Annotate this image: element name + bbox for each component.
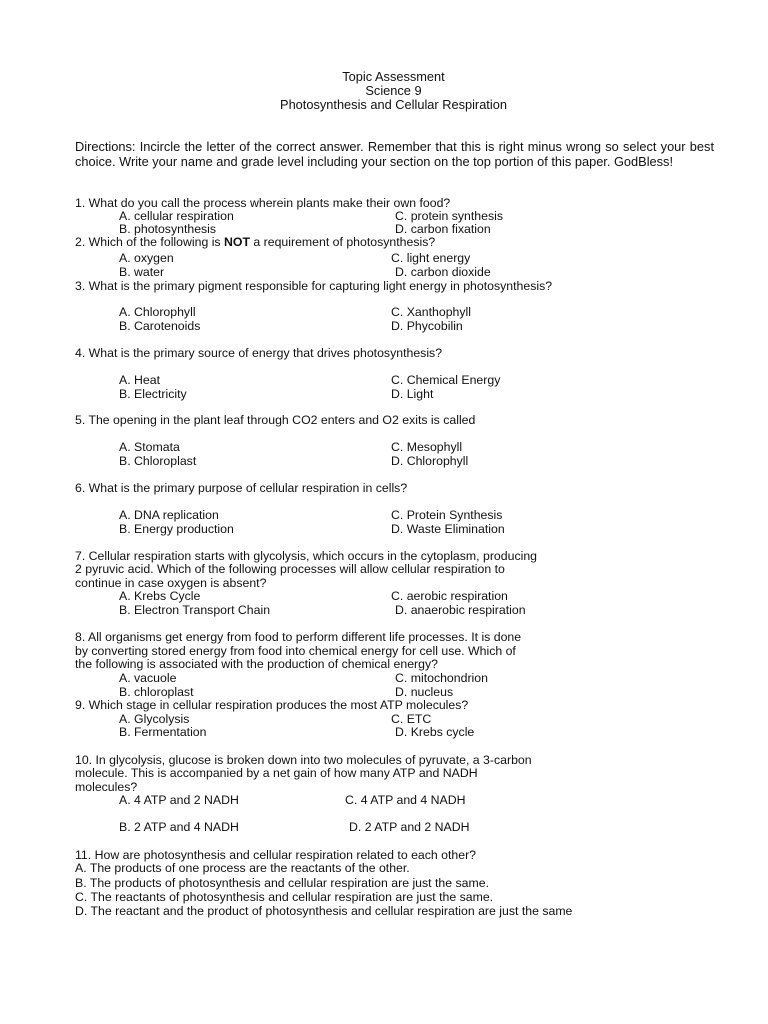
q6-option-a[interactable]: A. DNA replication xyxy=(119,508,219,522)
question-1: 1. What do you call the process wherein plants make their own food? xyxy=(75,196,451,210)
question-7-line-1: 7. Cellular respiration starts with glycolysis, which occurs in the cytoplasm, producing xyxy=(75,549,538,563)
header-title: Topic Assessment xyxy=(342,69,445,84)
header-subject: Science 9 xyxy=(365,83,422,99)
q3-option-d[interactable]: D. Phycobilin xyxy=(391,319,463,333)
q8-option-d[interactable]: D. nucleus xyxy=(395,685,454,699)
q11-option-c[interactable]: C. The reactants of photosynthesis and cellular respiration are just the same. xyxy=(75,890,494,904)
q1-option-a[interactable]: A. cellular respiration xyxy=(119,209,234,223)
q9-option-d[interactable]: D. Krebs cycle xyxy=(395,725,475,739)
q10-option-b[interactable]: B. 2 ATP and 4 NADH xyxy=(119,820,239,834)
question-9: 9. Which stage in cellular respiration produces the most ATP molecules? xyxy=(75,698,469,712)
question-2-post: a requirement of photosynthesis? xyxy=(249,235,436,249)
q4-option-b[interactable]: B. Electricity xyxy=(119,387,187,401)
q7-option-d[interactable]: D. anaerobic respiration xyxy=(395,603,526,617)
q6-option-d[interactable]: D. Waste Elimination xyxy=(391,522,505,536)
q5-option-c[interactable]: C. Mesophyll xyxy=(391,440,463,454)
question-8-line-1: 8. All organisms get energy from food to perform different life processes. It is done xyxy=(75,630,522,644)
q5-option-b[interactable]: B. Chloroplast xyxy=(119,454,197,468)
q7-option-a[interactable]: A. Krebs Cycle xyxy=(119,589,201,603)
q9-option-a[interactable]: A. Glycolysis xyxy=(119,712,190,726)
q2-option-c[interactable]: C. light energy xyxy=(391,251,471,265)
q3-option-a[interactable]: A. Chlorophyll xyxy=(119,305,196,319)
q4-option-d[interactable]: D. Light xyxy=(391,387,434,401)
q9-option-b[interactable]: B. Fermentation xyxy=(119,725,207,739)
q11-option-a[interactable]: A. The products of one process are the reactants of the other. xyxy=(75,861,410,875)
q1-option-c[interactable]: C. protein synthesis xyxy=(395,209,503,223)
q2-option-b[interactable]: B. water xyxy=(119,265,165,279)
question-6: 6. What is the primary purpose of cellular respiration in cells? xyxy=(75,481,408,495)
header-topic: Photosynthesis and Cellular Respiration xyxy=(280,97,507,113)
q11-option-b[interactable]: B. The products of photosynthesis and cellular respiration are just the same. xyxy=(75,876,489,890)
directions-paragraph: Directions: Incircle the letter of the correct answer. Remember that this is right minus wrong so select your best choice. Write your name and grade level including your section on the top portion of this paper. GodBless! xyxy=(75,139,714,169)
q3-option-c[interactable]: C. Xanthophyll xyxy=(391,305,471,319)
q8-option-c[interactable]: C. mitochondrion xyxy=(395,671,488,685)
question-8-line-2: by converting stored energy from food into chemical energy for cell use. Which of xyxy=(75,644,516,658)
question-10-line-3: molecules? xyxy=(75,780,138,794)
q10-option-c[interactable]: C. 4 ATP and 4 NADH xyxy=(345,793,466,807)
question-3: 3. What is the primary pigment responsible for capturing light energy in photosynthesis? xyxy=(75,279,553,293)
q8-option-a[interactable]: A. vacuole xyxy=(119,671,177,685)
q1-option-b[interactable]: B. photosynthesis xyxy=(119,222,217,236)
question-2-pre: 2. Which of the following is xyxy=(75,235,224,249)
q6-option-c[interactable]: C. Protein Synthesis xyxy=(391,508,503,522)
q7-option-b[interactable]: B. Electron Transport Chain xyxy=(119,603,271,617)
q3-option-b[interactable]: B. Carotenoids xyxy=(119,319,201,333)
question-2 xyxy=(75,236,435,250)
document-header xyxy=(0,70,768,113)
question-10-line-2: molecule. This is accompanied by a net gain of how many ATP and NADH xyxy=(75,766,478,780)
q1-option-d[interactable]: D. carbon fixation xyxy=(395,222,491,236)
q10-option-a[interactable]: A. 4 ATP and 2 NADH xyxy=(119,793,239,807)
q10-option-d[interactable]: D. 2 ATP and 2 NADH xyxy=(349,820,470,834)
q9-option-c[interactable]: C. ETC xyxy=(391,712,432,726)
question-8-line-3: the following is associated with the production of chemical energy? xyxy=(75,657,438,671)
question-7-line-2: 2 pyruvic acid. Which of the following processes will allow cellular respiration to xyxy=(75,562,505,576)
q11-option-d[interactable]: D. The reactant and the product of photosynthesis and cellular respiration are just the same xyxy=(75,904,573,918)
question-10-line-1: 10. In glycolysis, glucose is broken down into two molecules of pyruvate, a 3-carbon xyxy=(75,753,532,767)
q6-option-b[interactable]: B. Energy production xyxy=(119,522,234,536)
q8-option-b[interactable]: B. chloroplast xyxy=(119,685,194,699)
q5-option-a[interactable]: A. Stomata xyxy=(119,440,180,454)
question-7-line-3: continue in case oxygen is absent? xyxy=(75,576,267,590)
question-4: 4. What is the primary source of energy that drives photosynthesis? xyxy=(75,346,443,360)
question-5: 5. The opening in the plant leaf through CO2 enters and O2 exits is called xyxy=(75,413,476,427)
q4-option-c[interactable]: C. Chemical Energy xyxy=(391,373,501,387)
question-2-emphasis: NOT xyxy=(224,235,250,249)
question-11: 11. How are photosynthesis and cellular respiration related to each other? xyxy=(75,848,477,862)
q7-option-c[interactable]: C. aerobic respiration xyxy=(391,589,508,603)
q5-option-d[interactable]: D. Chlorophyll xyxy=(391,454,469,468)
q4-option-a[interactable]: A. Heat xyxy=(119,373,161,387)
q2-option-a[interactable]: A. oxygen xyxy=(119,251,174,265)
q2-option-d[interactable]: D. carbon dioxide xyxy=(395,265,491,279)
